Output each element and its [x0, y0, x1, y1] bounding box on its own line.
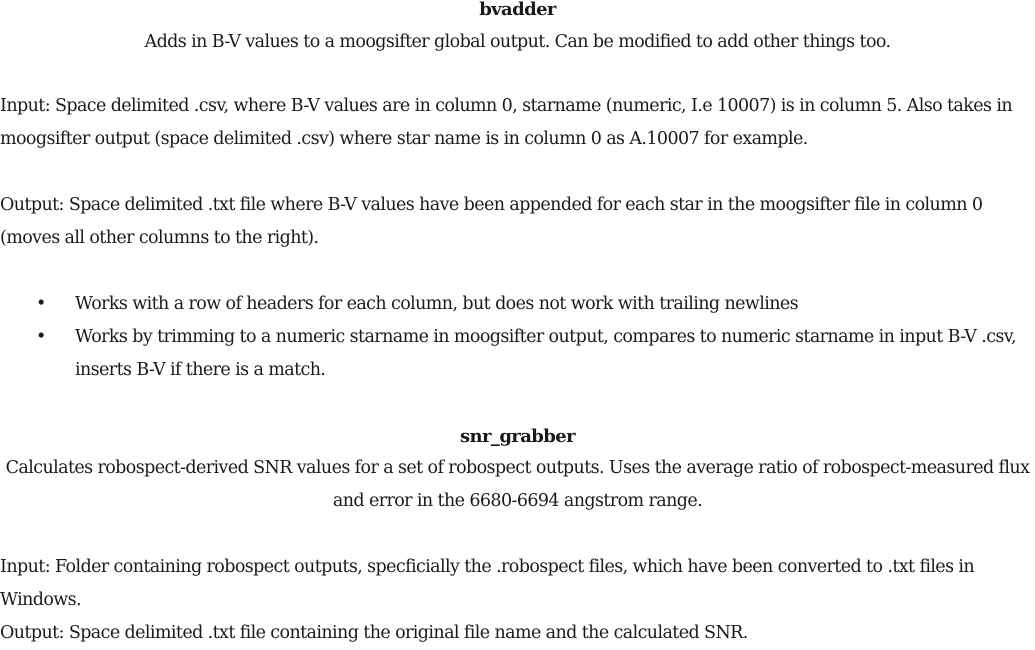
bvadder-output-paragraph: Output: Space delimited .txt file where B-V values have been appended for each star in the moogsifter file in column 0 (moves all other columns to the right). — [0, 195, 983, 248]
bvadder-input-paragraph: Input: Space delimited .csv, where B-V values are in column 0, starname (numeric, I.e 10007) is in column 5. Also takes in moogsifter output (space delimited .csv) where star name is in column 0 as A.10007 for example. — [0, 96, 1013, 149]
snr-grabber-description: Calculates robospect-derived SNR values for a set of robospect outputs. Uses the average ratio of robospect-measured flux and error in the 6680-6694 angstrom range. — [5, 458, 1030, 511]
bvadder-bullet-list — [0, 288, 1035, 387]
snr-grabber-heading: snr_grabber — [460, 426, 575, 447]
bullet-text: Works with a row of headers for each column, but does not work with trailing newlines — [75, 294, 799, 314]
snr-grabber-output-paragraph: Output: Space delimited .txt file containing the original file name and the calculated SNR. — [0, 623, 748, 643]
bullet-text: Works by trimming to a numeric starname in moogsifter output, compares to numeric starname in input B-V .csv, inserts B-V if there is a match. — [75, 327, 1016, 380]
bvadder-subtitle: Adds in B-V values to a moogsifter global output. Can be modified to add other things too. — [144, 32, 891, 52]
bvadder-heading: bvadder — [479, 0, 556, 20]
bullet-icon: • — [36, 294, 46, 314]
snr-grabber-input-paragraph: Input: Folder containing robospect outputs, specficially the .robospect files, which have been converted to .txt files in Windows. — [0, 557, 975, 610]
list-item — [0, 321, 1030, 387]
bullet-icon: • — [36, 327, 46, 347]
list-item — [0, 288, 1030, 321]
